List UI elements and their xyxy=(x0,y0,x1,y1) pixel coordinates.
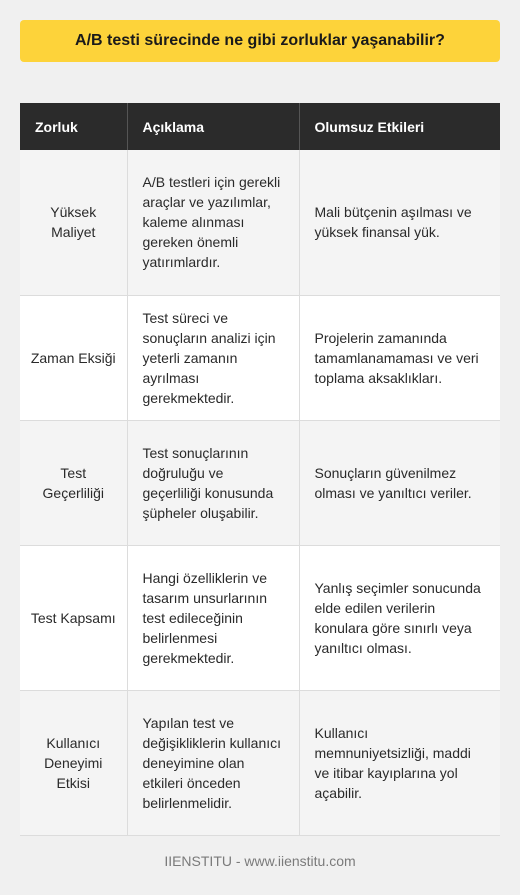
challenge-cell: Yüksek Maliyet xyxy=(20,150,127,295)
header-description: Açıklama xyxy=(127,103,299,150)
table-row xyxy=(20,150,500,295)
table-row xyxy=(20,295,500,420)
effects-cell: Mali bütçenin aşılması ve yüksek finansal yük. xyxy=(299,150,500,295)
table-row xyxy=(20,420,500,545)
description-cell: Test süreci ve sonuçların analizi için yeterli zamanın ayrılması gerekmektedir. xyxy=(127,295,299,420)
challenge-cell: Test Geçerliliği xyxy=(20,420,127,545)
description-cell: Hangi özelliklerin ve tasarım unsurlarının test edileceğinin belirlenmesi gerekmektedir. xyxy=(127,545,299,690)
header-challenge: Zorluk xyxy=(20,103,127,150)
effects-cell: Sonuçların güvenilmez olması ve yanıltıcı veriler. xyxy=(299,420,500,545)
description-cell: Yapılan test ve değişikliklerin kullanıcı deneyimine olan etkileri önceden belirlenmelidir. xyxy=(127,690,299,835)
header-effects: Olumsuz Etkileri xyxy=(299,103,500,150)
footer-credit: IIENSTITU - www.iienstitu.com xyxy=(164,853,356,869)
challenge-cell: Kullanıcı Deneyimi Etkisi xyxy=(20,690,127,835)
challenge-cell: Test Kapsamı xyxy=(20,545,127,690)
table-row xyxy=(20,545,500,690)
table-header-row xyxy=(20,103,500,150)
effects-cell: Projelerin zamanında tamamlanamaması ve veri toplama aksaklıkları. xyxy=(299,295,500,420)
description-cell: A/B testleri için gerekli araçlar ve yazılımlar, kaleme alınması gereken önemli yatırımlardır. xyxy=(127,150,299,295)
title-banner xyxy=(20,20,500,62)
page-title: A/B testi sürecinde ne gibi zorluklar yaşanabilir? xyxy=(75,32,445,49)
challenge-cell: Zaman Eksiği xyxy=(20,295,127,420)
effects-cell: Kullanıcı memnuniyetsizliği, maddi ve itibar kayıplarına yol açabilir. xyxy=(299,690,500,835)
challenges-table xyxy=(20,103,500,836)
effects-cell: Yanlış seçimler sonucunda elde edilen verilerin konulara göre sınırlı veya yanıltıcı olması. xyxy=(299,545,500,690)
table-row xyxy=(20,690,500,835)
description-cell: Test sonuçlarının doğruluğu ve geçerliliği konusunda şüpheler oluşabilir. xyxy=(127,420,299,545)
